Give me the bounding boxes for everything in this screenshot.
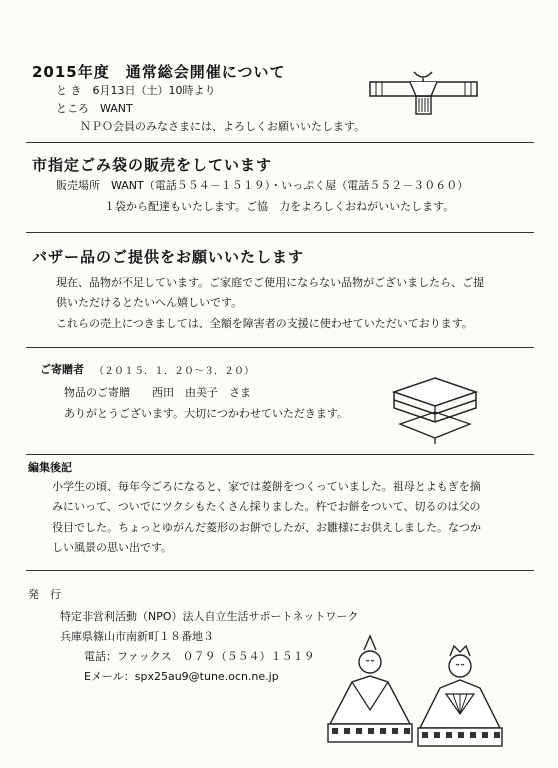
publisher-phone: 電話：ファックス ０７９（５５４）１５１９	[84, 650, 315, 663]
divider	[26, 142, 534, 143]
publisher-address: 兵庫県篠山市南新町１８番地３	[60, 630, 214, 643]
postscript-line-2: みにいって、ついでにツクシもたくさん採りました。杵でお餅をついて、切るのは父の	[52, 500, 481, 513]
bazaar-line-1: 現在、品物が不足しています。ご家庭でご使用にならない品物がございましたら、ご提	[56, 276, 485, 289]
meeting-note: ＮＰＯ会員のみなさまには、よろしくお願いいたします。	[80, 120, 366, 133]
bazaar-line-3: これらの売上につきましては、全額を障害者の支援に使わせていただいております。	[56, 317, 473, 330]
postscript-title: 編集後記	[28, 461, 72, 474]
meeting-date: と き 6月13日（土）10時より	[56, 84, 216, 97]
divider	[26, 570, 534, 571]
publisher-org: 特定非営利活動（NPO）法人自立生活サポートネットワーク	[60, 610, 359, 623]
bazaar-title: バザー品のご提供をお願いいたします	[32, 248, 305, 266]
bags-title: 市指定ごみ袋の販売をしています	[32, 156, 273, 174]
postscript-line-3: 役目でした。ちょっとゆがんだ菱形のお餅でしたが、お雛様にお供えしました。なつか	[52, 521, 481, 534]
bazaar-line-2: 供いただけるとたいへん嬉しいです。	[56, 296, 243, 309]
postscript-line-1: 小学生の頃、毎年今ごろになると、家では菱餅をつくっていました。祖母とよもぎを摘	[52, 480, 481, 493]
donors-period: （２０１５．１．２０～３．２０）	[94, 366, 254, 377]
meeting-place: ところ WANT	[56, 102, 133, 115]
divider	[26, 232, 534, 233]
meeting-title: 2015年度 通常総会開催について	[32, 63, 286, 81]
bags-shops: 販売場所 WANT（電話５５４－１５１９）・いっぷく屋（電話５５２－３０６０）	[56, 179, 469, 192]
hina-dolls-illustration	[322, 632, 510, 758]
bags-note: １袋から配達もいたします。ご協 力をよろしくおねがいいたします。	[104, 200, 455, 213]
publisher-email: Eメール：spx25au9@tune.ocn.ne.jp	[84, 670, 279, 683]
divider	[26, 454, 534, 455]
donors-thanks: ありがとうございます。大切につかわせていただきます。	[64, 407, 349, 420]
donors-title: ご寄贈者	[40, 363, 84, 376]
divider	[26, 347, 534, 348]
publisher-label: 発 行	[28, 588, 61, 601]
hishimochi-illustration	[386, 376, 484, 446]
clothing-illustration	[366, 68, 481, 118]
postscript-line-4: しい風景の思い出です。	[52, 541, 173, 554]
donation-line: 物品のご寄贈 西田 由美子 さま	[64, 386, 251, 399]
